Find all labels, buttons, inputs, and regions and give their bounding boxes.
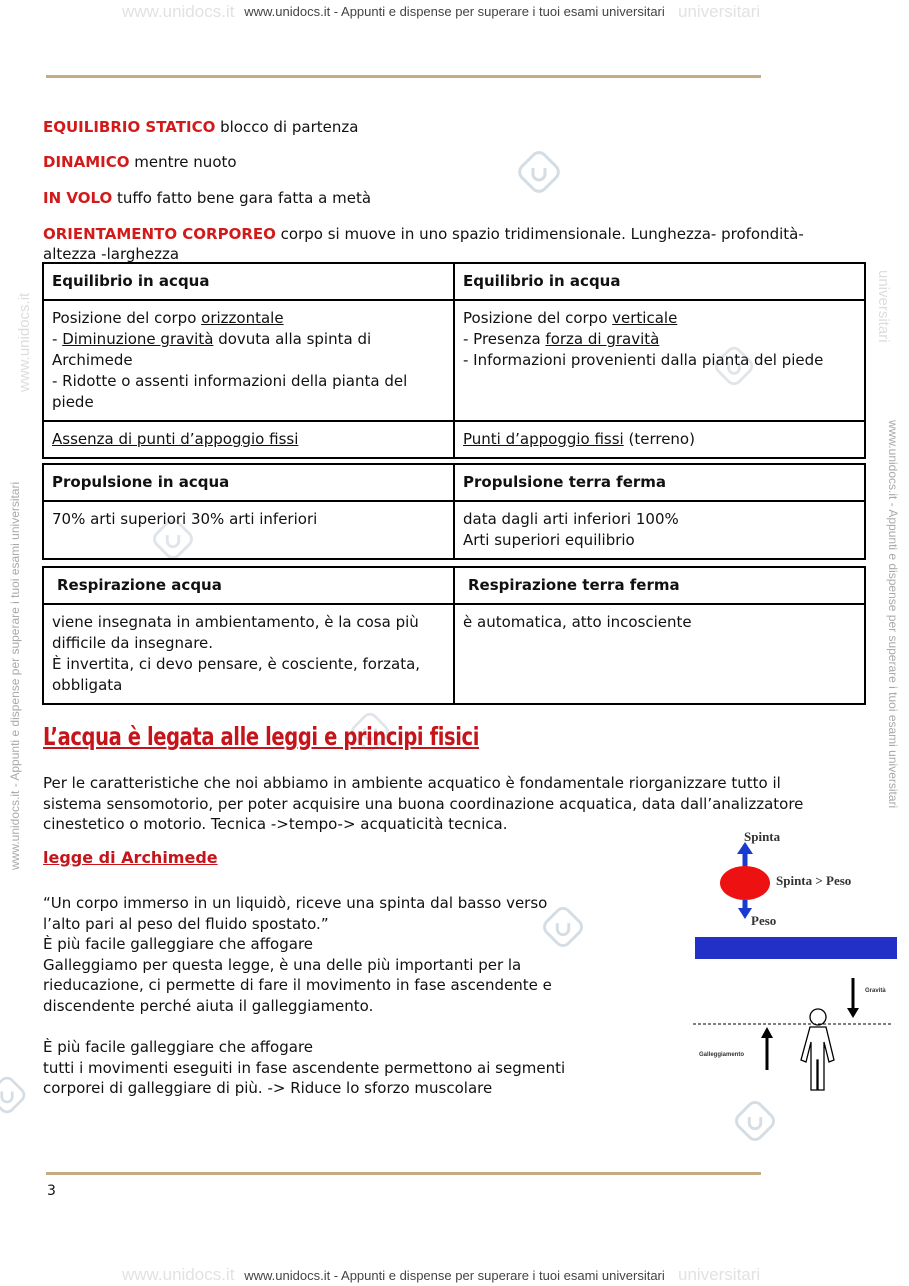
- cell-text: - Informazioni provenienti dalla pianta del piede: [463, 351, 824, 369]
- table-cell: [454, 300, 865, 421]
- cell-text: 70% arti superiori 30% arti inferiori: [52, 510, 318, 528]
- table-cell: [454, 501, 865, 559]
- watermark-bottom: www.unidocs.it - Appunti e dispense per superare i tuoi esami universitari: [244, 1268, 665, 1283]
- cell-text: viene insegnata in ambientamento, è la cosa più difficile da insegnare.: [52, 613, 419, 652]
- arrow-float-head-icon: [761, 1027, 773, 1038]
- term-description: tuffo fatto bene gara fatta a metà: [112, 189, 372, 207]
- table-header-cell: Propulsione terra ferma: [454, 464, 865, 501]
- term-description: blocco di partenza: [215, 118, 359, 136]
- label-peso: Peso: [751, 913, 777, 928]
- intro-line-static: [43, 117, 358, 137]
- human-figure-icon: [801, 1009, 834, 1090]
- paragraph-line: “Un corpo immerso in un liquidò, riceve una spinta dal basso verso: [43, 894, 548, 912]
- term-dinamico: DINAMICO: [43, 153, 130, 171]
- cell-text: È invertita, ci devo pensare, è cosciente, forzata, obbligata: [52, 655, 421, 694]
- cell-text-underlined: verticale: [612, 309, 678, 327]
- table-header-cell: Respirazione acqua: [43, 567, 454, 604]
- cell-text: è automatica, atto incosciente: [463, 613, 692, 631]
- cell-text-underlined: orizzontale: [201, 309, 284, 327]
- paragraph-line: Per le caratteristiche che noi abbiamo in ambiente acquatico è fondamentale riorganizzare tutto il: [43, 774, 781, 792]
- watermark-ghost-right-bottom: universitari: [678, 1265, 761, 1284]
- term-orientamento-corporeo: ORIENTAMENTO CORPOREO: [43, 225, 276, 243]
- watermark-side-right: www.unidocs.it - Appunti e dispense per superare i tuoi esami universitari: [886, 420, 900, 809]
- term-description: corpo si muove in uno spazio tridimensionale. Lunghezza- profondità-: [275, 225, 804, 243]
- paragraph-line: l’alto pari al peso del fluido spostato.”: [43, 914, 329, 933]
- cell-text: - Presenza: [463, 330, 546, 348]
- paragraph-line: corporei di galleggiare di più. -> Riduce lo sforzo muscolare: [43, 1079, 493, 1097]
- term-description-cont: altezza -larghezza: [43, 245, 180, 263]
- ball-icon: [720, 866, 770, 900]
- subheading-archimede: legge di Archimede: [43, 848, 218, 867]
- unidocs-logo-icon: [0, 1074, 28, 1116]
- cell-text: data dagli arti inferiori 100%: [463, 510, 679, 528]
- table-cell: [43, 300, 454, 421]
- figure-spinta-peso: [694, 824, 899, 964]
- watermark-ghost-left-top: www.unidocs.it: [122, 2, 235, 21]
- cell-text: Posizione del corpo: [52, 309, 202, 327]
- watermark-ghost-left-bottom: www.unidocs.it: [122, 1265, 235, 1284]
- table-row: [43, 567, 865, 604]
- term-in-volo: IN VOLO: [43, 189, 113, 207]
- cell-text: (terreno): [623, 430, 695, 448]
- table-cell: [43, 421, 454, 458]
- table-cell: [43, 501, 454, 559]
- table-respirazione: [42, 566, 866, 705]
- label-gravita: Gravità: [865, 988, 886, 994]
- table-row: [43, 421, 865, 458]
- label-spinta-peso: Spinta > Peso: [776, 873, 852, 888]
- table-row: [43, 263, 865, 300]
- paragraph-line: È più facile galleggiare che affogare: [43, 1038, 314, 1056]
- arrow-down-head-icon: [738, 908, 752, 919]
- cell-text-underlined: Punti d’appoggio fissi: [463, 430, 624, 448]
- watermark-side-left: www.unidocs.it - Appunti e dispense per superare i tuoi esami universitari: [8, 481, 22, 870]
- table-row: [43, 501, 865, 559]
- table-row: [43, 464, 865, 501]
- water-surface-icon: [695, 937, 897, 959]
- cell-text: Posizione del corpo: [463, 309, 613, 327]
- cell-text-underlined: Assenza di punti d’appoggio fissi: [52, 430, 299, 448]
- intro-line-volo: [43, 188, 371, 208]
- label-galleggiamento: Galleggiamento: [699, 1052, 745, 1058]
- table-header-cell: Respirazione terra ferma: [454, 567, 865, 604]
- paragraph-line: Galleggiamo per questa legge, è una delle più importanti per la: [43, 955, 522, 974]
- paragraph-archimede: [43, 893, 552, 1016]
- table-row: [43, 300, 865, 421]
- table-header-cell: Equilibrio in acqua: [43, 263, 454, 300]
- cell-text: Arti superiori equilibrio: [463, 531, 635, 549]
- cell-text: dovuta alla spinta di Archimede: [52, 330, 372, 369]
- figure-galleggiamento: [693, 972, 893, 1097]
- intro-line-orientamento: [43, 224, 843, 264]
- paragraph-line: discendente perché aiuta il galleggiamento.: [43, 996, 374, 1015]
- watermark-side-left-short: www.unidocs.it: [16, 292, 33, 392]
- table-propulsione: [42, 463, 866, 560]
- table-header-cell: Equilibrio in acqua: [454, 263, 865, 300]
- cell-text-underlined: Diminuzione gravità: [62, 330, 214, 348]
- paragraph-line: sistema sensomotorio, per poter acquisire una buona coordinazione acquatica, data dall’analizzatore: [43, 794, 804, 813]
- unidocs-logo-icon: [732, 1098, 778, 1144]
- table-equilibrio: [42, 262, 866, 459]
- watermark-side-right-short: universitari: [875, 270, 892, 343]
- watermark-ghost-right-top: universitari: [678, 2, 761, 21]
- label-spinta: Spinta: [744, 829, 781, 844]
- section-heading: L’acqua è legata alle leggi e principi fisici: [43, 722, 479, 751]
- paragraph-intro: [43, 773, 803, 835]
- footer-rule: [46, 1172, 761, 1175]
- table-cell: [454, 421, 865, 458]
- cell-text: - Ridotte o assenti informazioni della pianta del piede: [52, 372, 408, 411]
- paragraph-line: cinestetico o motorio. Tecnica ->tempo-> acquaticità tecnica.: [43, 815, 508, 833]
- intro-line-dinamico: [43, 152, 237, 172]
- watermark-top: www.unidocs.it - Appunti e dispense per superare i tuoi esami universitari: [244, 4, 665, 19]
- table-cell: [454, 604, 865, 704]
- table-row: [43, 604, 865, 704]
- header-rule: [46, 75, 761, 78]
- page-number: 3: [47, 1183, 56, 1199]
- unidocs-logo-icon: [515, 148, 563, 196]
- cell-text: -: [52, 330, 63, 348]
- table-header-cell: Propulsione in acqua: [43, 464, 454, 501]
- term-description: mentre nuoto: [129, 153, 237, 171]
- arrow-gravity-head-icon: [847, 1008, 859, 1018]
- cell-text-underlined: forza di gravità: [545, 330, 660, 348]
- paragraph-line: tutti i movimenti eseguiti in fase ascendente permettono ai segmenti: [43, 1058, 566, 1077]
- paragraph-line: È più facile galleggiare che affogare: [43, 935, 314, 953]
- term-equilibrio-statico: EQUILIBRIO STATICO: [43, 118, 216, 136]
- table-cell: [43, 604, 454, 704]
- paragraph-line: rieducazione, ci permette di fare il movimento in fase ascendente e: [43, 976, 552, 994]
- paragraph-galleggiamento: [43, 1037, 565, 1099]
